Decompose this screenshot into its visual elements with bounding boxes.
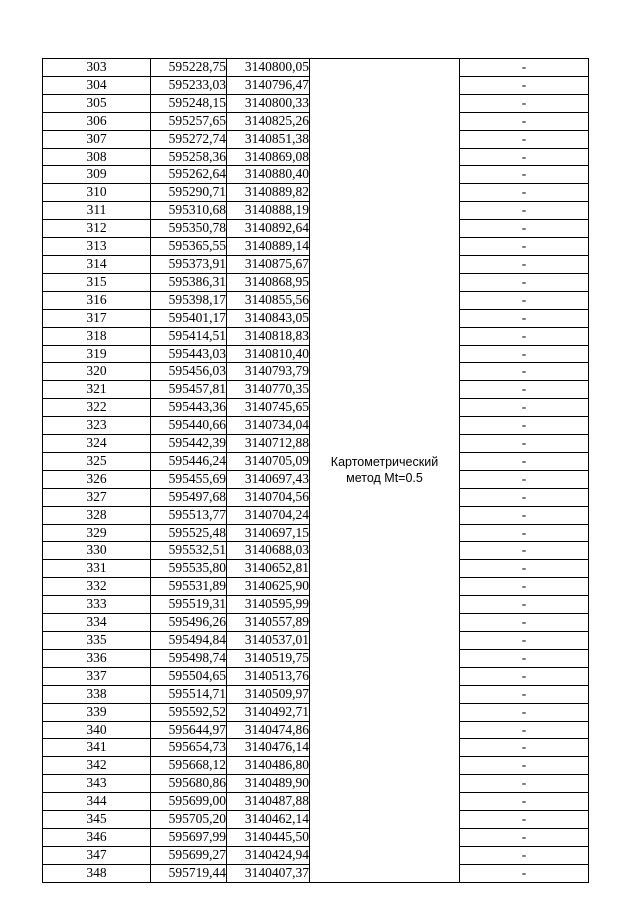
error-cell: - <box>460 452 589 470</box>
point-number-cell: 330 <box>43 542 151 560</box>
x-coordinate-cell: 595386,31 <box>151 273 227 291</box>
point-number-cell: 342 <box>43 757 151 775</box>
x-coordinate-cell: 595705,20 <box>151 811 227 829</box>
x-coordinate-cell: 595496,26 <box>151 614 227 632</box>
point-number-cell: 326 <box>43 470 151 488</box>
error-cell: - <box>460 381 589 399</box>
x-coordinate-cell: 595414,51 <box>151 327 227 345</box>
x-coordinate-cell: 595272,74 <box>151 130 227 148</box>
point-number-cell: 344 <box>43 793 151 811</box>
y-coordinate-cell: 3140888,19 <box>227 202 310 220</box>
x-coordinate-cell: 595699,00 <box>151 793 227 811</box>
y-coordinate-cell: 3140875,67 <box>227 255 310 273</box>
point-number-cell: 315 <box>43 273 151 291</box>
error-cell: - <box>460 435 589 453</box>
error-cell: - <box>460 273 589 291</box>
y-coordinate-cell: 3140825,26 <box>227 112 310 130</box>
x-coordinate-cell: 595494,84 <box>151 632 227 650</box>
x-coordinate-cell: 595443,36 <box>151 399 227 417</box>
error-cell: - <box>460 542 589 560</box>
x-coordinate-cell: 595498,74 <box>151 649 227 667</box>
y-coordinate-cell: 3140705,09 <box>227 452 310 470</box>
point-number-cell: 308 <box>43 148 151 166</box>
point-number-cell: 324 <box>43 435 151 453</box>
error-cell: - <box>460 721 589 739</box>
x-coordinate-cell: 595290,71 <box>151 184 227 202</box>
point-number-cell: 312 <box>43 220 151 238</box>
y-coordinate-cell: 3140796,47 <box>227 76 310 94</box>
point-number-cell: 318 <box>43 327 151 345</box>
error-cell: - <box>460 703 589 721</box>
error-cell: - <box>460 345 589 363</box>
x-coordinate-cell: 595233,03 <box>151 76 227 94</box>
point-number-cell: 331 <box>43 560 151 578</box>
x-coordinate-cell: 595443,03 <box>151 345 227 363</box>
point-number-cell: 335 <box>43 632 151 650</box>
error-cell: - <box>460 864 589 882</box>
x-coordinate-cell: 595699,27 <box>151 846 227 864</box>
y-coordinate-cell: 3140889,82 <box>227 184 310 202</box>
point-number-cell: 341 <box>43 739 151 757</box>
y-coordinate-cell: 3140793,79 <box>227 363 310 381</box>
error-cell: - <box>460 291 589 309</box>
y-coordinate-cell: 3140810,40 <box>227 345 310 363</box>
error-cell: - <box>460 327 589 345</box>
error-cell: - <box>460 130 589 148</box>
error-cell: - <box>460 596 589 614</box>
x-coordinate-cell: 595525,48 <box>151 524 227 542</box>
x-coordinate-cell: 595504,65 <box>151 667 227 685</box>
y-coordinate-cell: 3140704,24 <box>227 506 310 524</box>
point-number-cell: 321 <box>43 381 151 399</box>
error-cell: - <box>460 166 589 184</box>
point-number-cell: 348 <box>43 864 151 882</box>
error-cell: - <box>460 202 589 220</box>
point-number-cell: 334 <box>43 614 151 632</box>
x-coordinate-cell: 595257,65 <box>151 112 227 130</box>
x-coordinate-cell: 595457,81 <box>151 381 227 399</box>
x-coordinate-cell: 595442,39 <box>151 435 227 453</box>
point-number-cell: 336 <box>43 649 151 667</box>
point-number-cell: 319 <box>43 345 151 363</box>
y-coordinate-cell: 3140892,64 <box>227 220 310 238</box>
y-coordinate-cell: 3140688,03 <box>227 542 310 560</box>
y-coordinate-cell: 3140697,15 <box>227 524 310 542</box>
point-number-cell: 311 <box>43 202 151 220</box>
y-coordinate-cell: 3140445,50 <box>227 828 310 846</box>
error-cell: - <box>460 238 589 256</box>
table-body <box>43 59 589 883</box>
point-number-cell: 307 <box>43 130 151 148</box>
point-number-cell: 327 <box>43 488 151 506</box>
y-coordinate-cell: 3140492,71 <box>227 703 310 721</box>
error-cell: - <box>460 811 589 829</box>
y-coordinate-cell: 3140869,08 <box>227 148 310 166</box>
point-number-cell: 329 <box>43 524 151 542</box>
x-coordinate-cell: 595258,36 <box>151 148 227 166</box>
point-number-cell: 303 <box>43 59 151 77</box>
y-coordinate-cell: 3140855,56 <box>227 291 310 309</box>
x-coordinate-cell: 595310,68 <box>151 202 227 220</box>
x-coordinate-cell: 595719,44 <box>151 864 227 882</box>
point-number-cell: 345 <box>43 811 151 829</box>
error-cell: - <box>460 614 589 632</box>
error-cell: - <box>460 309 589 327</box>
table-row <box>43 59 589 77</box>
error-cell: - <box>460 184 589 202</box>
y-coordinate-cell: 3140519,75 <box>227 649 310 667</box>
y-coordinate-cell: 3140474,86 <box>227 721 310 739</box>
error-cell: - <box>460 94 589 112</box>
point-number-cell: 340 <box>43 721 151 739</box>
y-coordinate-cell: 3140462,14 <box>227 811 310 829</box>
method-line-2: метод Mt=0.5 <box>346 471 423 486</box>
point-number-cell: 338 <box>43 685 151 703</box>
x-coordinate-cell: 595532,51 <box>151 542 227 560</box>
error-cell: - <box>460 399 589 417</box>
error-cell: - <box>460 59 589 77</box>
point-number-cell: 343 <box>43 775 151 793</box>
y-coordinate-cell: 3140489,90 <box>227 775 310 793</box>
y-coordinate-cell: 3140880,40 <box>227 166 310 184</box>
y-coordinate-cell: 3140509,97 <box>227 685 310 703</box>
error-cell: - <box>460 470 589 488</box>
x-coordinate-cell: 595248,15 <box>151 94 227 112</box>
x-coordinate-cell: 595697,99 <box>151 828 227 846</box>
coordinates-table <box>42 58 589 883</box>
x-coordinate-cell: 595535,80 <box>151 560 227 578</box>
x-coordinate-cell: 595398,17 <box>151 291 227 309</box>
x-coordinate-cell: 595654,73 <box>151 739 227 757</box>
point-number-cell: 333 <box>43 596 151 614</box>
x-coordinate-cell: 595440,66 <box>151 417 227 435</box>
error-cell: - <box>460 220 589 238</box>
y-coordinate-cell: 3140851,38 <box>227 130 310 148</box>
y-coordinate-cell: 3140537,01 <box>227 632 310 650</box>
y-coordinate-cell: 3140486,80 <box>227 757 310 775</box>
point-number-cell: 347 <box>43 846 151 864</box>
y-coordinate-cell: 3140843,05 <box>227 309 310 327</box>
point-number-cell: 313 <box>43 238 151 256</box>
error-cell: - <box>460 632 589 650</box>
y-coordinate-cell: 3140407,37 <box>227 864 310 882</box>
error-cell: - <box>460 506 589 524</box>
y-coordinate-cell: 3140697,43 <box>227 470 310 488</box>
method-line-1: Картометрический <box>330 455 439 470</box>
point-number-cell: 323 <box>43 417 151 435</box>
y-coordinate-cell: 3140734,04 <box>227 417 310 435</box>
y-coordinate-cell: 3140868,95 <box>227 273 310 291</box>
error-cell: - <box>460 255 589 273</box>
error-cell: - <box>460 775 589 793</box>
x-coordinate-cell: 595668,12 <box>151 757 227 775</box>
y-coordinate-cell: 3140476,14 <box>227 739 310 757</box>
error-cell: - <box>460 739 589 757</box>
x-coordinate-cell: 595680,86 <box>151 775 227 793</box>
point-number-cell: 305 <box>43 94 151 112</box>
y-coordinate-cell: 3140424,94 <box>227 846 310 864</box>
y-coordinate-cell: 3140818,83 <box>227 327 310 345</box>
point-number-cell: 339 <box>43 703 151 721</box>
error-cell: - <box>460 76 589 94</box>
y-coordinate-cell: 3140889,14 <box>227 238 310 256</box>
error-cell: - <box>460 488 589 506</box>
y-coordinate-cell: 3140487,88 <box>227 793 310 811</box>
y-coordinate-cell: 3140704,56 <box>227 488 310 506</box>
x-coordinate-cell: 595373,91 <box>151 255 227 273</box>
y-coordinate-cell: 3140625,90 <box>227 578 310 596</box>
y-coordinate-cell: 3140652,81 <box>227 560 310 578</box>
point-number-cell: 337 <box>43 667 151 685</box>
x-coordinate-cell: 595350,78 <box>151 220 227 238</box>
error-cell: - <box>460 417 589 435</box>
x-coordinate-cell: 595644,97 <box>151 721 227 739</box>
point-number-cell: 322 <box>43 399 151 417</box>
point-number-cell: 328 <box>43 506 151 524</box>
point-number-cell: 304 <box>43 76 151 94</box>
error-cell: - <box>460 667 589 685</box>
error-cell: - <box>460 524 589 542</box>
error-cell: - <box>460 685 589 703</box>
point-number-cell: 316 <box>43 291 151 309</box>
point-number-cell: 320 <box>43 363 151 381</box>
error-cell: - <box>460 148 589 166</box>
point-number-cell: 325 <box>43 452 151 470</box>
y-coordinate-cell: 3140800,33 <box>227 94 310 112</box>
x-coordinate-cell: 595228,75 <box>151 59 227 77</box>
error-cell: - <box>460 363 589 381</box>
x-coordinate-cell: 595519,31 <box>151 596 227 614</box>
x-coordinate-cell: 595592,52 <box>151 703 227 721</box>
x-coordinate-cell: 595456,03 <box>151 363 227 381</box>
y-coordinate-cell: 3140800,05 <box>227 59 310 77</box>
point-number-cell: 317 <box>43 309 151 327</box>
y-coordinate-cell: 3140712,88 <box>227 435 310 453</box>
point-number-cell: 346 <box>43 828 151 846</box>
point-number-cell: 310 <box>43 184 151 202</box>
error-cell: - <box>460 846 589 864</box>
x-coordinate-cell: 595446,24 <box>151 452 227 470</box>
point-number-cell: 306 <box>43 112 151 130</box>
point-number-cell: 309 <box>43 166 151 184</box>
error-cell: - <box>460 649 589 667</box>
y-coordinate-cell: 3140557,89 <box>227 614 310 632</box>
y-coordinate-cell: 3140595,99 <box>227 596 310 614</box>
x-coordinate-cell: 595262,64 <box>151 166 227 184</box>
error-cell: - <box>460 112 589 130</box>
error-cell: - <box>460 578 589 596</box>
point-number-cell: 314 <box>43 255 151 273</box>
y-coordinate-cell: 3140770,35 <box>227 381 310 399</box>
error-cell: - <box>460 828 589 846</box>
y-coordinate-cell: 3140513,76 <box>227 667 310 685</box>
x-coordinate-cell: 595513,77 <box>151 506 227 524</box>
point-number-cell: 332 <box>43 578 151 596</box>
x-coordinate-cell: 595531,89 <box>151 578 227 596</box>
x-coordinate-cell: 595401,17 <box>151 309 227 327</box>
x-coordinate-cell: 595455,69 <box>151 470 227 488</box>
x-coordinate-cell: 595497,68 <box>151 488 227 506</box>
error-cell: - <box>460 560 589 578</box>
x-coordinate-cell: 595514,71 <box>151 685 227 703</box>
method-cell <box>310 59 460 883</box>
error-cell: - <box>460 757 589 775</box>
y-coordinate-cell: 3140745,65 <box>227 399 310 417</box>
error-cell: - <box>460 793 589 811</box>
x-coordinate-cell: 595365,55 <box>151 238 227 256</box>
